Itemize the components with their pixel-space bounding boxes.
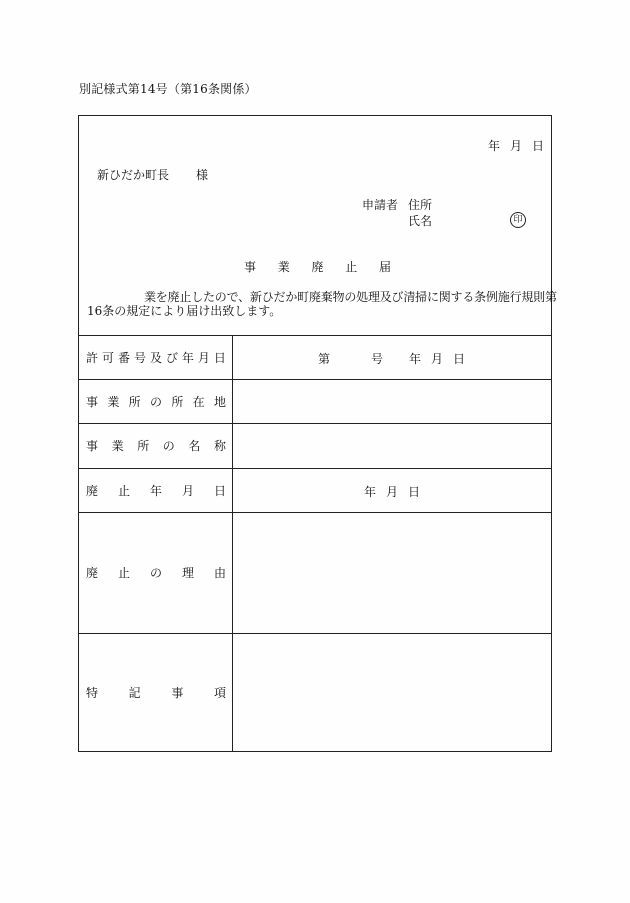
permit-go: 号 bbox=[371, 352, 384, 366]
row-permit bbox=[79, 335, 551, 380]
label-location: 事 業 所 の 所 在 地 bbox=[79, 379, 233, 423]
label-reason: 廃 止 の 理 由 bbox=[79, 512, 233, 633]
row-name bbox=[79, 423, 551, 469]
permit-date: 年 月 日 bbox=[409, 352, 465, 366]
address-label: 住所 bbox=[408, 198, 433, 212]
row-location bbox=[79, 379, 551, 424]
value-name[interactable] bbox=[233, 423, 551, 468]
day-label: 日 bbox=[531, 139, 544, 153]
row-reason bbox=[79, 512, 551, 634]
value-location[interactable] bbox=[233, 379, 551, 423]
abolition-date: 年 月 日 bbox=[364, 485, 420, 499]
form-caption: 別記様式第14号（第16条関係） bbox=[79, 82, 257, 96]
honorific: 様 bbox=[196, 168, 209, 182]
form-frame bbox=[78, 115, 557, 752]
permit-dai: 第 bbox=[318, 352, 331, 366]
seal-mark: 印 bbox=[510, 211, 526, 228]
label-remarks: 特 記 事 項 bbox=[79, 633, 233, 751]
body-text-line1: 業を廃止したので、新ひだか町廃棄物の処理及び清掃に関する条例施行規則第 bbox=[144, 290, 557, 304]
row-remarks bbox=[79, 633, 551, 751]
year-label: 年 bbox=[488, 139, 501, 153]
name-label: 氏名 bbox=[408, 214, 433, 228]
month-label: 月 bbox=[509, 139, 522, 153]
header-box bbox=[79, 116, 557, 336]
row-abolition-date bbox=[79, 468, 551, 513]
label-name: 事 業 所 の 名 称 bbox=[79, 423, 233, 468]
value-reason[interactable] bbox=[233, 512, 551, 633]
label-permit: 許 可 番 号 及 び 年 月 日 bbox=[79, 335, 233, 379]
value-permit[interactable] bbox=[233, 335, 551, 379]
value-remarks[interactable] bbox=[233, 633, 551, 751]
value-abolition-date[interactable] bbox=[233, 468, 551, 512]
document-title: 事 業 廃 止 届 bbox=[244, 260, 391, 274]
addressee: 新ひだか町長 bbox=[97, 168, 170, 182]
body-text-line2: 16条の規定により届け出致します。 bbox=[87, 304, 282, 318]
applicant-label: 申請者 bbox=[362, 198, 399, 212]
submission-date bbox=[488, 137, 544, 154]
label-abolition-date: 廃 止 年 月 日 bbox=[79, 468, 233, 512]
